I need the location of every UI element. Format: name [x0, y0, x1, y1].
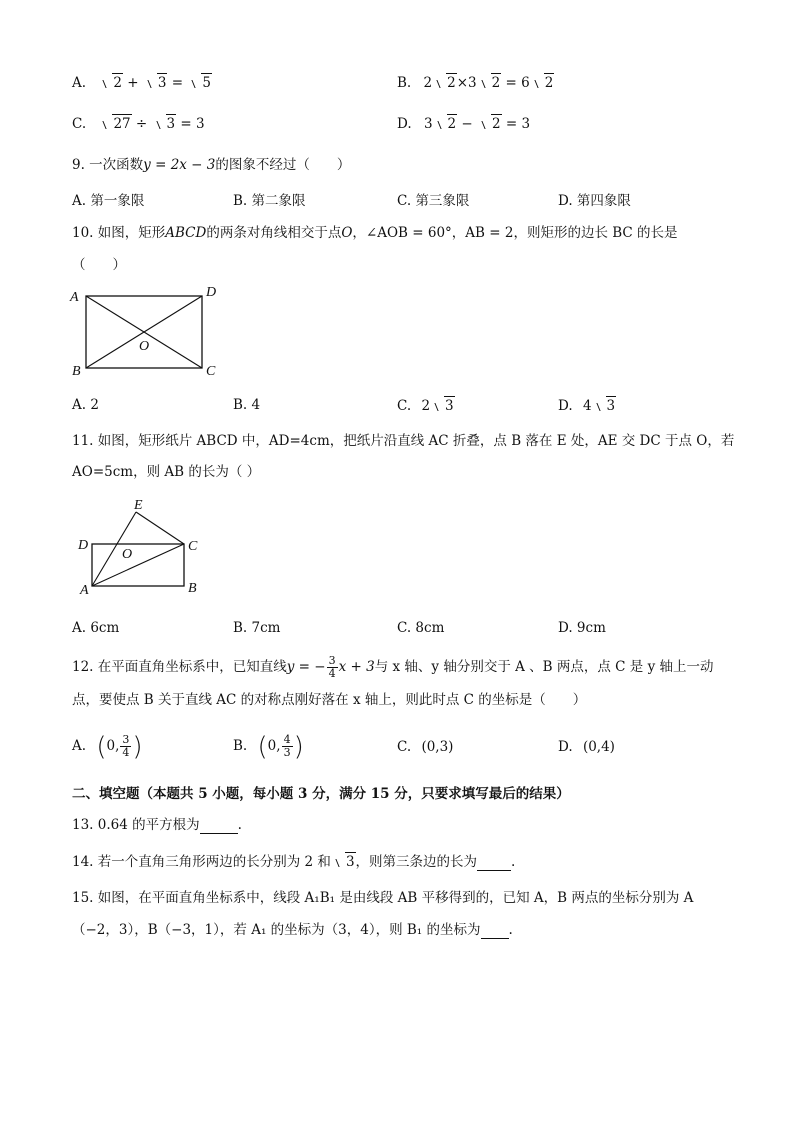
q14-answer-blank[interactable]: [477, 856, 511, 871]
q9-option-d: D. 第四象限: [558, 193, 631, 209]
q12-option-b: B. (0, $\frac{4}{3}$ ): [233, 731, 304, 762]
q11-option-a: A. 6cm: [72, 620, 120, 636]
q11-option-c: C. 8cm: [397, 620, 445, 636]
q11-diagonal-ac: [92, 544, 184, 586]
q9-option-c: C. 第三象限: [397, 193, 470, 209]
q9-option-b: B. 第二象限: [233, 193, 306, 209]
q11-option-d: D. 9cm: [558, 620, 606, 636]
q10-label-d: D: [206, 285, 217, 300]
q11-stem-line1: 11. 如图，矩形纸片 ABCD 中，AD=4cm，把纸片沿直线 AC 折叠，点 B 落在 E 处，AE 交 DC 于点 O，若: [72, 433, 735, 449]
q11-fold-figure: [72, 494, 212, 602]
q11-label-e: E: [134, 498, 143, 513]
q8-option-b: B. 2 2×3 2 = 6 2: [397, 75, 554, 91]
q10-option-b: B. 4: [233, 397, 261, 413]
q10-label-b: B: [72, 364, 81, 379]
q9-option-a: A. 第一象限: [72, 193, 145, 209]
q12-stem-line1: 12. 在平面直角坐标系中，已知直线y = − $\frac{3}{4}$ x + 3与 x 轴、y 轴分别交于 A 、B 两点，点 C 是 y 轴上一动: [72, 654, 714, 680]
q8-option-d: D. 3 2 − 2 = 3: [397, 116, 531, 132]
q10-label-o: O: [139, 339, 150, 354]
q10-option-a: A. 2: [72, 397, 99, 413]
section-2-heading: 二、填空题（本题共 5 小题，每小题 3 分，满分 15 分，只要求填写最后的结果）: [72, 786, 570, 802]
q12-option-a: A. (0, $\frac{3}{4}$ ): [72, 731, 143, 762]
q12-option-d: D. (0,4): [558, 739, 615, 755]
q10-label-c: C: [206, 364, 216, 379]
q10-option-d: D. 4 3: [558, 398, 616, 414]
q11-option-b: B. 7cm: [233, 620, 281, 636]
q11-stem-line2: AO=5cm，则 AB 的长为（ ）: [72, 464, 261, 480]
q11-label-a: A: [80, 583, 89, 598]
q11-label-b: B: [188, 581, 197, 596]
q12-stem-line2: 点，要使点 B 关于直线 AC 的对称点刚好落在 x 轴上，则此时点 C 的坐标是（ ）: [72, 692, 587, 708]
q10-label-a: A: [70, 290, 79, 305]
q12-option-c: C. (0,3): [397, 739, 454, 755]
q15-stem-line1: 15. 如图，在平面直角坐标系中，线段 A₁B₁ 是由线段 AB 平移得到的，已知 A，B 两点的坐标分别为 A: [72, 890, 694, 906]
q11-label-c: C: [188, 539, 198, 554]
q15-stem-line2: （−2，3），B（−3，1），若 A₁ 的坐标为（3，4），则 B₁ 的坐标为 .: [72, 922, 513, 938]
q10-rectangle-figure: [66, 282, 226, 382]
q10-option-c: C. 2 3: [397, 398, 454, 414]
q10-stem-line1: 10. 如图，矩形ABCD的两条对角线相交于点O，∠AOB = 60°，AB = 2，则矩形的边长 BC 的长是: [72, 225, 678, 241]
q11-label-d: D: [78, 538, 89, 553]
q11-label-o: O: [122, 547, 133, 562]
q8-option-c: C. 27 ÷ 3 = 3: [72, 116, 205, 132]
q13-stem: 13. 0.64 的平方根为 .: [72, 817, 242, 833]
q8-option-a: A. 2 + 3 = 5: [72, 75, 211, 91]
q13-answer-blank[interactable]: [200, 819, 238, 834]
q10-stem-line2: （ ）: [72, 257, 126, 273]
q11-segment-ec: [136, 512, 184, 544]
q14-stem: 14. 若一个直角三角形两边的长分别为 2 和 3，则第三条边的长为 .: [72, 854, 516, 870]
q9-stem: 9. 一次函数y = 2x − 3的图象不经过（ ）: [72, 157, 351, 173]
q15-answer-blank[interactable]: [481, 924, 509, 939]
